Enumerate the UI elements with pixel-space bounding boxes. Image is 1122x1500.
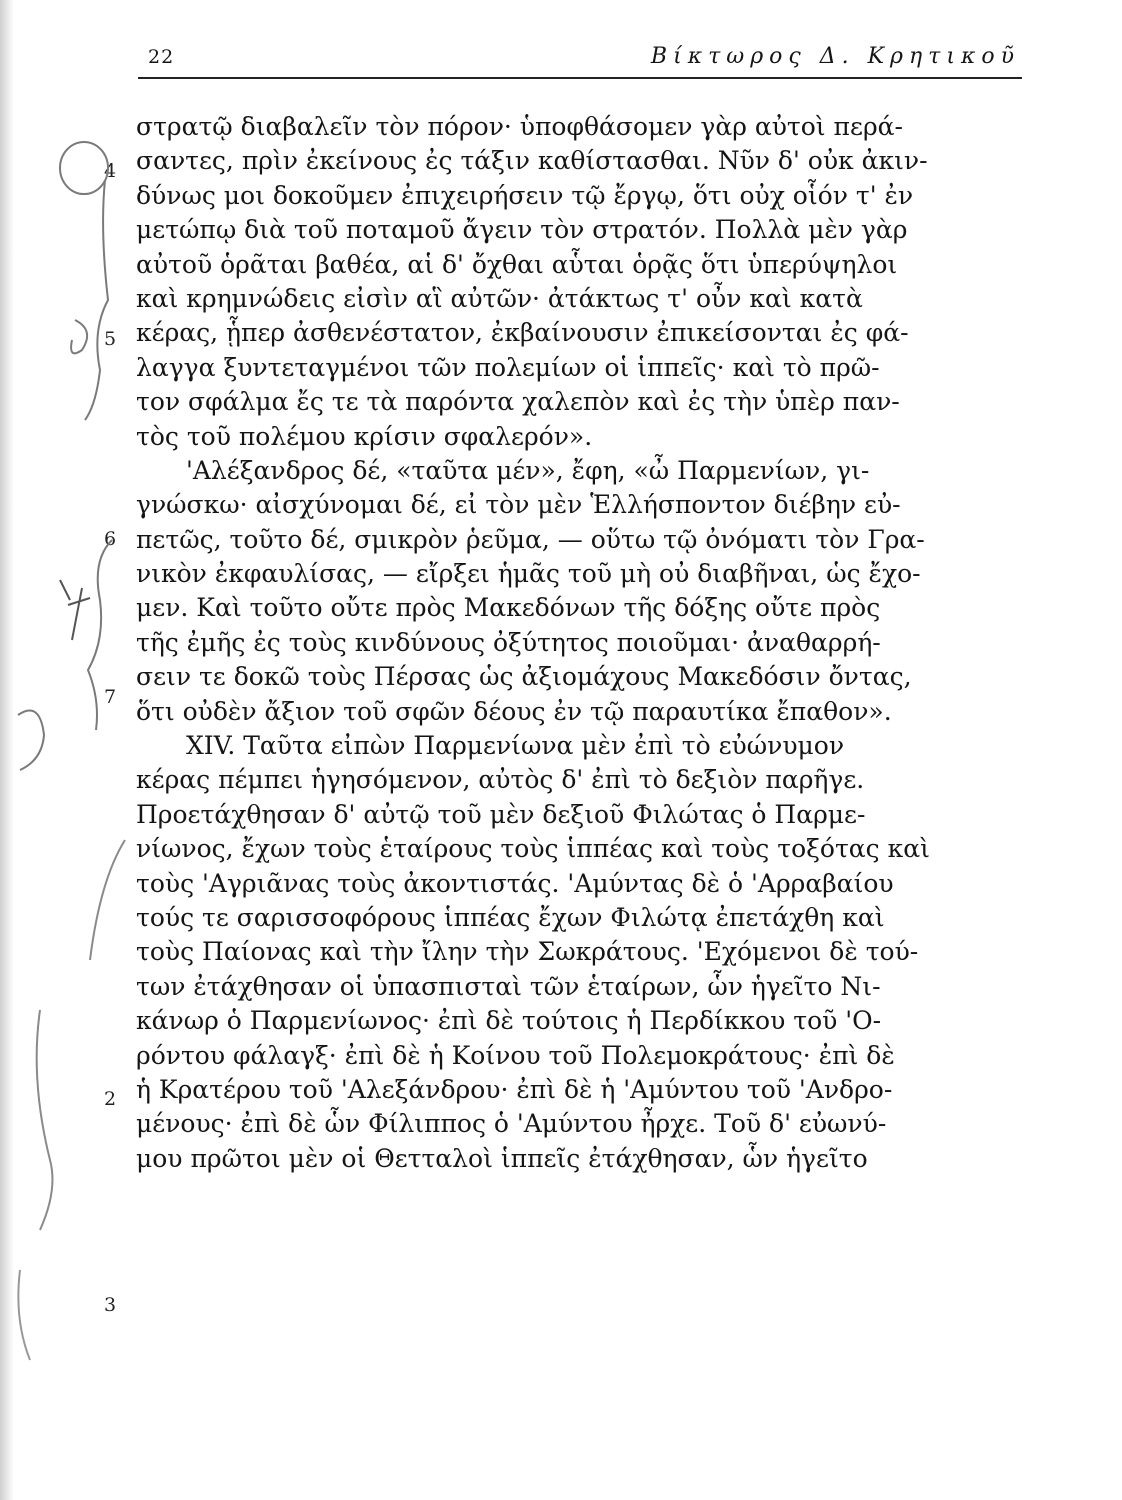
text-line: ρόντου φάλαγξ· ἐπὶ δὲ ἡ Κοίνου τοῦ Πολεμοκράτους· ἐπὶ δὲ bbox=[136, 1040, 895, 1070]
text-line: κάνωρ ὁ Παρμενίωνος· ἐπὶ δὲ τούτοις ἡ Περδίκκου τοῦ 'Ο- bbox=[136, 1006, 882, 1036]
text-line: νικὸν ἐκφαυλίσας, — εἴρξει ἡμᾶς τοῦ μὴ οὐ διαβῆναι, ὡς ἔχο- bbox=[136, 559, 921, 589]
text-line: 'Αλέξανδρος δέ, «ταῦτα μέν», ἔφη, «ὦ Παρμενίων, γι- bbox=[186, 455, 870, 485]
text-line: τὸς τοῦ πολέμου κρίσιν σφαλερόν». bbox=[136, 421, 593, 451]
margin-line-number: 7 bbox=[104, 686, 117, 708]
page-number: 22 bbox=[148, 46, 175, 68]
margin-line-number: 6 bbox=[104, 528, 117, 550]
text-line: τούς τε σαρισσοφόρους ἱππέας ἔχων Φιλώτᾳ ἐπετάχθη καὶ bbox=[136, 902, 885, 932]
text-line: Προετάχθησαν δ' αὐτῷ τοῦ μὲν δεξιοῦ Φιλώτας ὁ Παρμε- bbox=[136, 799, 866, 829]
pencil-numeral-mark bbox=[18, 711, 44, 771]
pencil-bracket-mark bbox=[85, 180, 108, 420]
text-line: λαγγα ξυντεταγμένοι τῶν πολεμίων οἱ ἱππεῖς· καὶ τὸ πρῶ- bbox=[136, 352, 880, 382]
text-line: μεν. Καὶ τοῦτο οὔτε πρὸς Μακεδόνων τῆς δόξης οὔτε πρὸς bbox=[136, 593, 881, 623]
page-edge-shadow bbox=[0, 0, 14, 1500]
text-line: ὅτι οὐδὲν ἄξιον τοῦ σφῶν δέους ἐν τῷ παραυτίκα ἔπαθον». bbox=[136, 696, 892, 726]
margin-line-number: 5 bbox=[104, 328, 117, 350]
text-line: πετῶς, τοῦτο δέ, σμικρὸν ῥεῦμα, — οὕτω τῷ ὀνόματι τὸν Γρα- bbox=[136, 524, 925, 554]
pencil-handwriting-mark bbox=[18, 1270, 30, 1360]
text-line: καὶ κρημνώδεις εἰσὶν αἳ αὐτῶν· ἀτάκτως τ' οὖν καὶ κατὰ bbox=[136, 283, 863, 313]
header-rule bbox=[138, 77, 1022, 79]
text-line: σαντες, πρὶν ἐκείνους ἐς τάξιν καθίστασθαι. Νῦν δ' οὐκ ἀκιν- bbox=[136, 146, 928, 176]
text-line: γνώσκω· αἰσχύνομαι δέ, εἰ τὸν μὲν Ἑλλήσποντον διέβην εὐ- bbox=[136, 490, 901, 520]
text-line: στρατῷ διαβαλεῖν τὸν πόρον· ὑποφθάσομεν γὰρ αὐτοὶ περά- bbox=[136, 112, 903, 141]
text-line: κέρας πέμπει ἡγησόμενον, αὐτὸς δ' ἐπὶ τὸ δεξιὸν παρῆγε. bbox=[136, 765, 865, 795]
pencil-handwriting-mark bbox=[90, 840, 125, 960]
margin-line-number: 3 bbox=[104, 1294, 117, 1316]
text-line: νίωνος, ἔχων τοὺς ἑταίρους τοὺς ἱππέας καὶ τοὺς τοξότας καὶ bbox=[136, 834, 930, 864]
text-line: τοὺς Παίονας καὶ τὴν ἴλην τὴν Σωκράτους. 'Εχόμενοι δὲ τού- bbox=[136, 937, 919, 967]
pencil-circle-mark bbox=[60, 142, 108, 194]
running-title: Βίκτωρος Δ. Κρητικοῦ bbox=[650, 44, 1020, 69]
pencil-scribble-mark bbox=[71, 320, 87, 353]
body-text bbox=[136, 110, 1020, 1176]
text-line: τοὺς 'Αγριᾶνας τοὺς ἀκοντιστάς. 'Αμύντας δὲ ὁ 'Αρραβαίου bbox=[136, 868, 894, 898]
section-heading-line: XIV. Ταῦτα εἰπὼν Παρμενίωνα μὲν ἐπὶ τὸ εὐώνυμον bbox=[186, 731, 845, 761]
text-line: κέρας, ᾗπερ ἀσθενέστατον, ἐκβαίνουσιν ἐπικείσονται ἐς φά- bbox=[136, 318, 909, 348]
margin-line-number: 4 bbox=[104, 160, 117, 182]
margin-line-number: 2 bbox=[104, 1088, 117, 1110]
pencil-handwriting-mark bbox=[37, 1010, 53, 1230]
text-line: αὐτοῦ ὁρᾶται βαθέα, αἱ δ' ὄχθαι αὗται ὁρᾷς ὅτι ὑπερύψηλοι bbox=[136, 249, 898, 279]
text-line: δύνως μοι δοκοῦμεν ἐπιχειρήσειν τῷ ἔργῳ, ὅτι οὐχ οἷόν τ' ἐν bbox=[136, 180, 914, 210]
text-line: τῆς ἐμῆς ἐς τοὺς κινδύνους ὀξύτητος ποιοῦμαι· ἀναθαρρή- bbox=[136, 627, 881, 657]
text-line: μένους· ἐπὶ δὲ ὧν Φίλιππος ὁ 'Αμύντου ἦρχε. Τοῦ δ' εὐωνύ- bbox=[136, 1109, 887, 1139]
running-header bbox=[148, 46, 1020, 74]
text-line: των ἐτάχθησαν οἱ ὑπασπισταὶ τῶν ἑταίρων, ὧν ἡγεῖτο Νι- bbox=[136, 971, 881, 1001]
text-line: μου πρῶτοι μὲν οἱ Θετταλοὶ ἱππεῖς ἐτάχθησαν, ὧν ἡγεῖτο bbox=[136, 1143, 868, 1173]
text-line: σειν τε δοκῶ τοὺς Πέρσας ὡς ἀξιομάχους Μακεδόσιν ὄντας, bbox=[136, 662, 912, 692]
text-line: μετώπῳ διὰ τοῦ ποταμοῦ ἄγειν τὸν στρατόν. Πολλὰ μὲν γὰρ bbox=[136, 215, 908, 245]
text-line: τον σφάλμα ἔς τε τὰ παρόντα χαλεπὸν καὶ ἐς τὴν ὑπὲρ παν- bbox=[136, 387, 900, 417]
pencil-cross-mark bbox=[60, 580, 90, 640]
text-line: ἡ Κρατέρου τοῦ 'Αλεξάνδρου· ἐπὶ δὲ ἡ 'Αμύντου τοῦ 'Ανδρο- bbox=[136, 1074, 893, 1104]
